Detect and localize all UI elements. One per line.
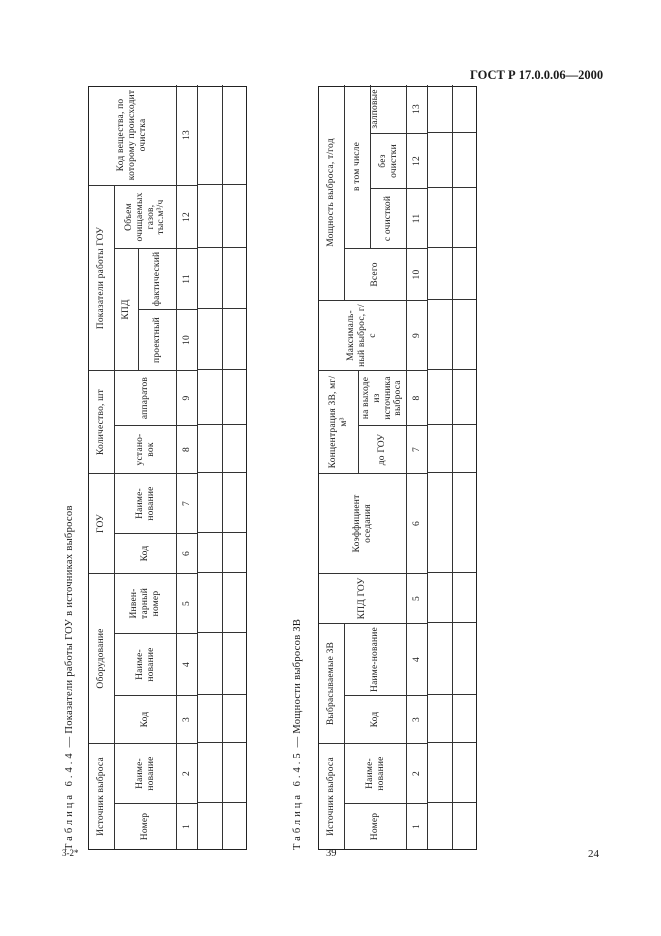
column-divider (198, 247, 246, 248)
col-num-4: 4 (177, 633, 198, 695)
th-without-cleaning: без очистки (371, 133, 407, 188)
th-including: в том числе (345, 85, 371, 248)
th-salvo: залповые (345, 85, 407, 133)
column-divider (198, 742, 246, 743)
column-divider (428, 247, 476, 248)
table-6-4-5 (318, 86, 477, 850)
table-6-4-4-caption (64, 505, 75, 850)
column-divider (198, 369, 246, 370)
th-indicators: Показатели работы ГОУ (89, 185, 115, 370)
col-num-5: 5 (407, 573, 428, 623)
column-divider (198, 424, 246, 425)
column-divider (428, 622, 476, 623)
th-gou-code: Код (115, 533, 177, 573)
col-num-9: 9 (177, 370, 198, 425)
th-source-name: Наиме-нование (115, 743, 177, 803)
col-num-9: 9 (407, 300, 428, 370)
column-divider (428, 472, 476, 473)
table-6-4-4 (88, 86, 247, 850)
th-quantity: Количество, шт (89, 370, 115, 473)
th-before-gou: до ГОУ (359, 425, 407, 473)
caption-prefix: Таблица 6.4.4 (64, 750, 75, 850)
th-equipment-code: Код (115, 695, 177, 743)
th-gou: ГОУ (89, 473, 115, 573)
th-total: Всего (345, 248, 407, 300)
th-source-name: Наиме-нование (345, 743, 407, 803)
th-emitted: Выбрасываемые ЗВ (319, 623, 345, 743)
column-divider (198, 184, 246, 185)
col-num-6: 6 (177, 533, 198, 573)
th-installations: устано-вок (115, 425, 177, 473)
th-kpd: КПД (115, 248, 139, 370)
th-with-cleaning: с очисткой (371, 188, 407, 248)
column-divider (428, 187, 476, 188)
col-num-11: 11 (407, 188, 428, 248)
th-kpd-gou: КПД ГОУ (319, 573, 407, 623)
column-divider (428, 802, 476, 803)
col-num-8: 8 (407, 370, 428, 425)
th-emitted-name: Наиме-нование (345, 623, 407, 695)
column-divider (428, 742, 476, 743)
caption-prefix: Таблица 6.4.5 (292, 750, 303, 850)
col-num-2: 2 (407, 743, 428, 803)
column-divider (428, 572, 476, 573)
table-row (453, 85, 476, 849)
col-num-12: 12 (177, 185, 198, 248)
column-divider (428, 132, 476, 133)
col-num-8: 8 (177, 425, 198, 473)
col-num-10: 10 (407, 248, 428, 300)
th-substance-code: Код вещества, по которому происходит очистка (89, 85, 177, 185)
th-gou-name: Наиме-нование (115, 473, 177, 533)
th-source: Источник выброса (89, 743, 115, 849)
th-number: Номер (115, 803, 177, 849)
table-6-4-4-rotated (64, 80, 254, 850)
col-num-5: 5 (177, 573, 198, 633)
col-num-4: 4 (407, 623, 428, 695)
th-volume: Объем очищаемых газов, тыс.м³/ч (115, 185, 177, 248)
th-emitted-code: Код (345, 695, 407, 743)
table-6-4-5-rotated (292, 80, 472, 850)
th-concentration: Концентрация ЗВ, мг/м³ (319, 370, 359, 473)
page-number: 24 (588, 848, 599, 860)
col-num-3: 3 (177, 695, 198, 743)
column-divider (198, 572, 246, 573)
col-num-11: 11 (177, 248, 198, 309)
col-num-13: 13 (177, 85, 198, 185)
column-divider (198, 802, 246, 803)
standard-header: ГОСТ Р 17.0.0.06—2000 (470, 68, 604, 82)
th-inventory: Инвен-тарный номер (115, 573, 177, 633)
caption-title: — Показатели работы ГОУ в источниках выбросов (64, 505, 75, 748)
th-kpd-actual: фактический (139, 248, 177, 309)
th-source: Источник выброса (319, 743, 345, 849)
column-divider (428, 694, 476, 695)
column-divider (198, 632, 246, 633)
col-num-3: 3 (407, 695, 428, 743)
col-num-1: 1 (177, 803, 198, 849)
col-num-7: 7 (407, 425, 428, 473)
column-divider (198, 308, 246, 309)
th-apparatus: аппаратов (115, 370, 177, 425)
table-6-4-5-caption (292, 619, 303, 850)
col-num-6: 6 (407, 473, 428, 573)
col-num-2: 2 (177, 743, 198, 803)
column-divider (428, 424, 476, 425)
column-divider (428, 299, 476, 300)
table-row (223, 85, 246, 849)
th-max-emission: Максималь-ный выброс, г/с (319, 300, 407, 370)
th-settling: Коэффициент оседания (319, 473, 407, 573)
table-row (428, 85, 453, 849)
column-divider (198, 532, 246, 533)
column-divider (198, 694, 246, 695)
caption-title: — Мощности выбросов ЗВ (292, 618, 303, 748)
col-num-7: 7 (177, 473, 198, 533)
th-equipment-name: Наиме-нование (115, 633, 177, 695)
sheet-mark: 3-2* (62, 848, 79, 858)
th-power: Мощность выброса, т/год (319, 85, 345, 300)
th-equipment: Оборудование (89, 573, 115, 743)
th-at-exit: на выходе из источника выброса (359, 370, 407, 425)
column-divider (198, 472, 246, 473)
col-num-10: 10 (177, 309, 198, 370)
col-num-13: 13 (407, 85, 428, 133)
col-num-1: 1 (407, 803, 428, 849)
side-page-number: 39 (326, 848, 337, 859)
th-number: Номер (345, 803, 407, 849)
col-num-12: 12 (407, 133, 428, 188)
th-kpd-design: проектный (139, 309, 177, 370)
column-divider (428, 369, 476, 370)
table-row (198, 85, 223, 849)
